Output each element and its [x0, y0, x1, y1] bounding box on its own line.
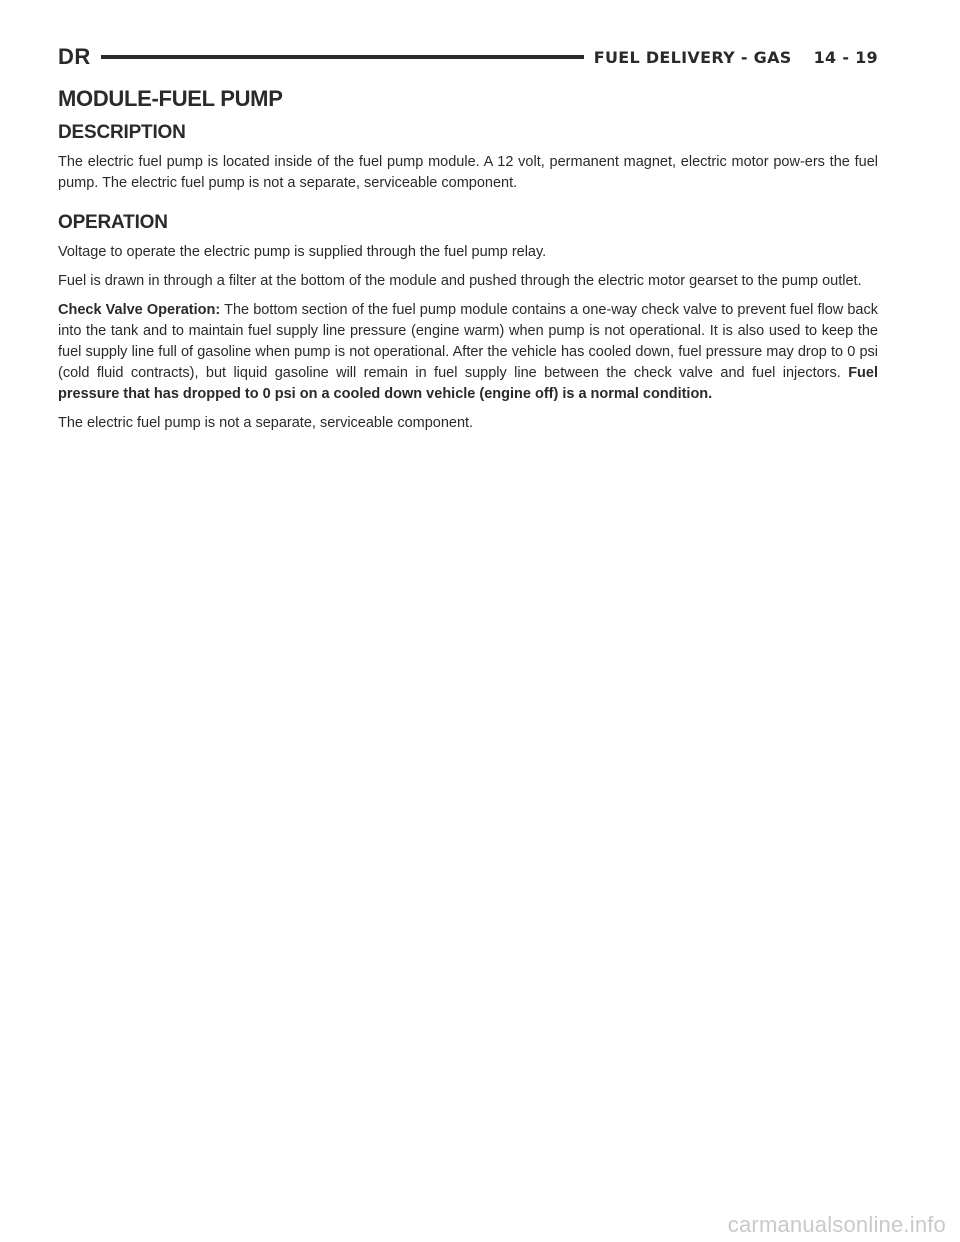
check-valve-label: Check Valve Operation: — [58, 302, 221, 318]
section-spacer — [58, 202, 878, 212]
operation-paragraph-serviceable: The electric fuel pump is not a separate, serviceable component. — [58, 415, 474, 431]
watermark-text: carmanualsonline.info — [727, 1212, 946, 1237]
check-valve-text: The bottom section of the fuel pump module contains a one-way check valve to prevent fuel flow back into the tank and to maintain fuel supply line pressure (engine warm) when pump is not operational. It is also used to keep the fuel supply line full of gasoline when pump is not operational. After the vehicle has cooled down, fuel pressure may drop to 0 psi (cold fluid contracts), but liquid gasoline will remain in fuel supply line between the check valve and fuel injectors. — [58, 302, 878, 381]
page-content — [58, 86, 878, 442]
operation-heading: OPERATION — [58, 212, 168, 233]
header-page-number: 14 - 19 — [813, 47, 878, 67]
page-header — [58, 42, 878, 72]
check-valve-note: Fuel pressure that has dropped to 0 psi on a cooled down vehicle (engine off) is a normal condition. — [58, 365, 878, 402]
operation-paragraph-check-valve — [58, 300, 878, 405]
operation-paragraph-voltage: Voltage to operate the electric pump is supplied through the fuel pump relay. — [58, 244, 547, 260]
page-title: MODULE-FUEL PUMP — [58, 86, 283, 111]
operation-paragraph-fuel-drawn: Fuel is drawn in through a filter at the bottom of the module and pushed through the electric motor gearset to the pump outlet. — [58, 273, 862, 289]
header-rule — [101, 55, 584, 59]
header-section-title: FUEL DELIVERY - GAS — [593, 47, 792, 67]
description-paragraph: The electric fuel pump is located inside of the fuel pump module. A 12 volt, permanent magnet, electric motor pow-ers the fuel pump. The electric fuel pump is not a separate, serviceable component. — [58, 154, 878, 191]
header-model-code: DR — [58, 44, 91, 69]
description-heading: DESCRIPTION — [58, 122, 186, 143]
